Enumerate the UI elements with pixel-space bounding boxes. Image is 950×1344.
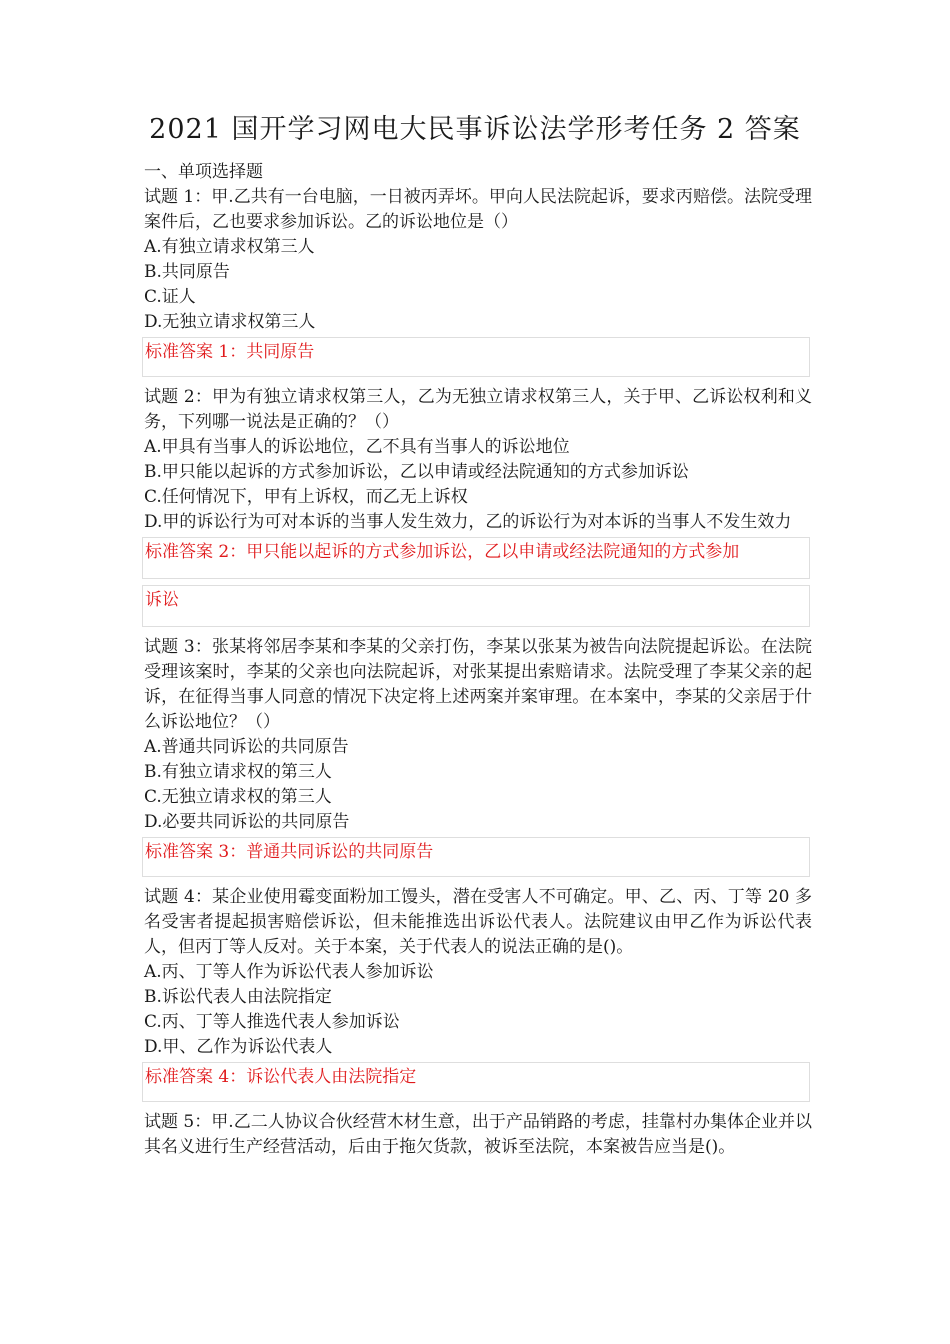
question-2-answer-continued: 诉讼 xyxy=(142,585,810,627)
question-1-answer: 标准答案 1：共同原告 xyxy=(142,337,810,377)
document-title: 2021 国开学习网电大民事诉讼法学形考任务 2 答案 xyxy=(149,114,801,145)
question-1-stem: 试题 1：甲.乙共有一台电脑，一日被丙弄坏。甲向人民法院起诉，要求丙赔偿。法院受理案件后，乙也要求参加诉讼。乙的诉讼地位是（） xyxy=(144,187,812,232)
section-heading: 一、单项选择题 xyxy=(144,162,263,182)
question-3-stem: 试题 3：张某将邻居李某和李某的父亲打伤，李某以张某为被告向法院提起诉讼。在法院受理该案时，李某的父亲也向法院起诉，对张某提出索赔请求。法院受理了李某父亲的起诉，在征得当事人同意的情况下决定将上述两案并案审理。在本案中，李某的父亲居于什么诉讼地位？（） xyxy=(144,637,812,732)
question-3-answer: 标准答案 3：普通共同诉讼的共同原告 xyxy=(142,837,810,877)
question-3-option-d: D.必要共同诉讼的共同原告 xyxy=(144,812,350,832)
question-4-answer: 标准答案 4：诉讼代表人由法院指定 xyxy=(142,1062,810,1102)
question-1-option-c: C.证人 xyxy=(144,287,196,307)
question-2-answer: 标准答案 2：甲只能以起诉的方式参加诉讼，乙以申请或经法院通知的方式参加 xyxy=(142,537,810,579)
question-2-option-b: B.甲只能以起诉的方式参加诉讼，乙以申请或经法院通知的方式参加诉讼 xyxy=(144,462,689,482)
question-1-option-a: A.有独立请求权第三人 xyxy=(144,237,315,257)
question-4-stem: 试题 4：某企业使用霉变面粉加工馒头，潜在受害人不可确定。甲、乙、丙、丁等 20 多名受害者提起损害赔偿诉讼，但未能推选出诉讼代表人。法院建议由甲乙作为诉讼代表人，但丙丁等人反对。关于本案，关于代表人的说法正确的是()。 xyxy=(144,887,812,957)
question-1-option-d: D.无独立请求权第三人 xyxy=(144,312,316,332)
question-5-stem: 试题 5：甲.乙二人协议合伙经营木材生意，出于产品销路的考虑，挂靠村办集体企业并以其名义进行生产经营活动，后由于拖欠货款，被诉至法院，本案被告应当是()。 xyxy=(144,1112,812,1157)
question-2-stem: 试题 2：甲为有独立请求权第三人，乙为无独立请求权第三人，关于甲、乙诉讼权利和义务，下列哪一说法是正确的？（） xyxy=(144,387,812,432)
question-4-option-a: A.丙、丁等人作为诉讼代表人参加诉讼 xyxy=(144,962,434,982)
document-body xyxy=(144,160,812,1160)
question-3-option-b: B.有独立请求权的第三人 xyxy=(144,762,332,782)
question-4-option-b: B.诉讼代表人由法院指定 xyxy=(144,987,332,1007)
question-3-option-c: C.无独立请求权的第三人 xyxy=(144,787,332,807)
question-3-option-a: A.普通共同诉讼的共同原告 xyxy=(144,737,349,757)
question-2-option-d: D.甲的诉讼行为可对本诉的当事人发生效力，乙的诉讼行为对本诉的当事人不发生效力 xyxy=(144,512,792,532)
question-2-option-a: A.甲具有当事人的诉讼地位，乙不具有当事人的诉讼地位 xyxy=(144,437,570,457)
question-2-option-c: C.任何情况下，甲有上诉权，而乙无上诉权 xyxy=(144,487,468,507)
question-1-option-b: B.共同原告 xyxy=(144,262,230,282)
question-4-option-d: D.甲、乙作为诉讼代表人 xyxy=(144,1037,333,1057)
question-4-option-c: C.丙、丁等人推选代表人参加诉讼 xyxy=(144,1012,400,1032)
